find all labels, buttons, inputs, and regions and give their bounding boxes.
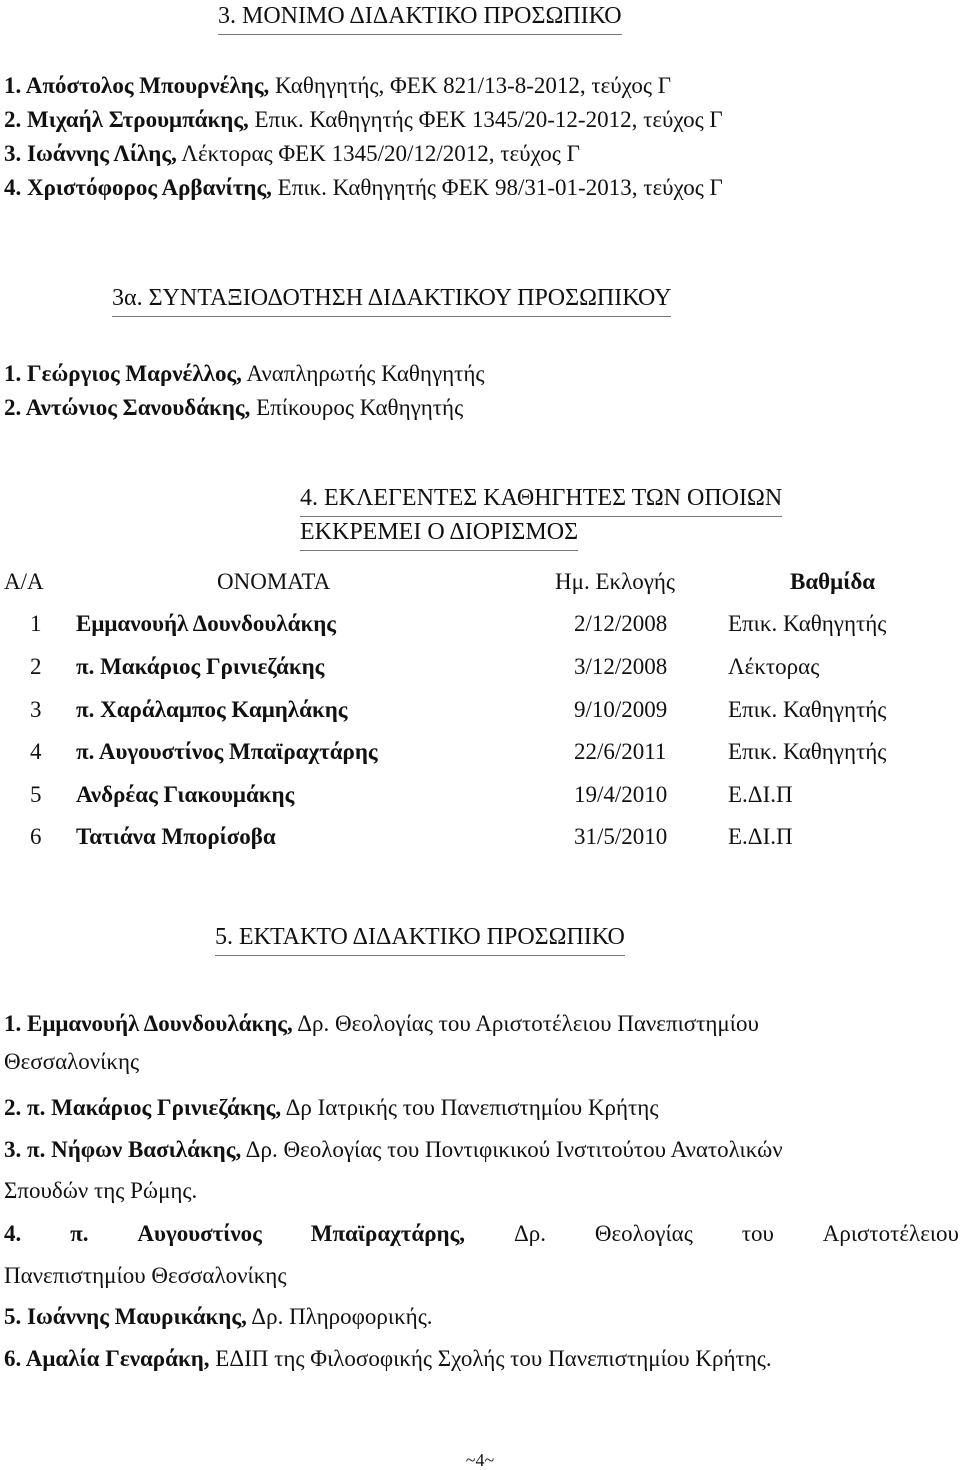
row-number: 5 — [30, 782, 42, 807]
row-date: 22/6/2011 — [574, 739, 667, 764]
person-details: Δρ. Πληροφορικής. — [246, 1304, 433, 1329]
person-details: Λέκτορας ΦΕΚ 1345/20/12/2012, τεύχος Γ — [176, 141, 580, 166]
row-rank: Επικ. Καθηγητής — [728, 611, 887, 636]
row-rank: Λέκτορας — [728, 654, 820, 679]
section-5-item-1 — [4, 1012, 759, 1035]
section-3a-item-2 — [4, 396, 463, 419]
person-details: Δρ. Θεολογίας του Ποντιφικικού Ινστιτούτου Ανατολικών — [241, 1137, 783, 1162]
person-details: Επίκουρος Καθηγητής — [250, 395, 464, 420]
section-5-title: 5. ΕΚΤΑΚΤΟ ΔΙΔΑΚΤΙΚΟ ΠΡΟΣΩΠΙΚΟ — [215, 925, 625, 956]
person-details: Αναπληρωτής Καθηγητής — [241, 361, 485, 386]
item-4-word: Αυγουστίνος — [137, 1221, 262, 1246]
item-4-word: π. — [70, 1221, 89, 1246]
person-name: 5. Ιωάννης Μαυρικάκης, — [4, 1304, 247, 1329]
section-5-item-3-continued: Σπουδών της Ρώμης. — [4, 1178, 198, 1203]
table-row — [0, 612, 960, 640]
row-name: π. Χαράλαμπος Καμηλάκης — [76, 697, 348, 722]
person-name: 2. Μιχαήλ Στρουμπάκης, — [4, 107, 249, 132]
table-row — [0, 698, 960, 726]
row-rank: Επικ. Καθηγητής — [728, 697, 887, 722]
row-name: π. Αυγουστίνος Μπαϊραχτάρης — [76, 739, 378, 764]
section-5-item-4 — [4, 1222, 959, 1245]
row-rank: Επικ. Καθηγητής — [728, 739, 887, 764]
column-header-rank: Βαθμίδα — [790, 569, 876, 594]
person-name: 2. Αντώνιος Σανουδάκης, — [4, 395, 251, 420]
person-name: 6. Αμαλία Γεναράκη, — [4, 1346, 210, 1371]
person-details: Δρ. Θεολογίας του Αριστοτέλειου Πανεπιστημίου — [292, 1011, 759, 1036]
row-name: Εμμανουήλ Δουνδουλάκης — [76, 611, 336, 636]
row-date: 19/4/2010 — [574, 782, 668, 807]
row-name: Τατιάνα Μπορίσοβα — [76, 824, 276, 849]
section-4-title-line-1: 4. ΕΚΛΕΓΕΝΤΕΣ ΚΑΘΗΓΗΤΕΣ ΤΩΝ ΟΠΟΙΩΝ — [300, 486, 782, 517]
table-row — [0, 783, 960, 811]
row-number: 2 — [30, 654, 42, 679]
row-date: 2/12/2008 — [574, 611, 668, 636]
row-date: 31/5/2010 — [574, 824, 668, 849]
section-5-item-2 — [4, 1096, 658, 1119]
item-4-word: Αριστοτέλειου — [822, 1221, 959, 1246]
row-date: 9/10/2009 — [574, 697, 668, 722]
row-rank: Ε.ΔΙ.Π — [728, 824, 793, 849]
section-3a-item-1 — [4, 362, 485, 385]
row-number: 3 — [30, 697, 42, 722]
person-name: 3. π. Νήφων Βασιλάκης, — [4, 1137, 242, 1162]
item-4-word: Θεολογίας — [594, 1221, 693, 1246]
row-number: 6 — [30, 824, 42, 849]
column-header-election-date: Ημ. Εκλογής — [555, 569, 676, 594]
person-name: 1. Γεώργιος Μαρνέλλος, — [4, 361, 242, 386]
person-name: 1. Εμμανουήλ Δουνδουλάκης, — [4, 1011, 293, 1036]
section-3-item-4 — [4, 176, 723, 199]
section-3a-title: 3α. ΣΥΝΤΑΞΙΟΔΟΤΗΣΗ ΔΙΔΑΚΤΙΚΟΥ ΠΡΟΣΩΠΙΚΟΥ — [112, 286, 671, 317]
column-header-number: Α/Α — [4, 569, 44, 594]
column-header-names: ΟΝΟΜΑΤΑ — [217, 569, 331, 594]
person-name: 2. π. Μακάριος Γρινιεζάκης, — [4, 1095, 282, 1120]
page-number: ~4~ — [465, 1450, 495, 1470]
person-details: Επικ. Καθηγητής ΦΕΚ 98/31-01-2013, τεύχος Γ — [271, 175, 723, 200]
item-4-word: του — [741, 1221, 774, 1246]
person-details: Δρ Ιατρικής του Πανεπιστημίου Κρήτης — [281, 1095, 659, 1120]
row-rank: Ε.ΔΙ.Π — [728, 782, 793, 807]
item-4-word: Μπαϊραχτάρης, — [310, 1221, 466, 1246]
person-name: 4. Χριστόφορος Αρβανίτης, — [4, 175, 272, 200]
row-date: 3/12/2008 — [574, 654, 668, 679]
row-name: π. Μακάριος Γρινιεζάκης — [76, 654, 325, 679]
section-5-item-6 — [4, 1347, 772, 1370]
person-details: Επικ. Καθηγητής ΦΕΚ 1345/20-12-2012, τεύχος Γ — [248, 107, 723, 132]
table-row — [0, 740, 960, 768]
section-5-item-1-continued: Θεσσαλονίκης — [4, 1049, 140, 1074]
section-5-item-3 — [4, 1138, 783, 1161]
row-number: 4 — [30, 739, 42, 764]
row-name: Ανδρέας Γιακουμάκης — [76, 782, 295, 807]
person-details: Καθηγητής, ΦΕΚ 821/13-8-2012, τεύχος Γ — [269, 73, 672, 98]
person-name: 3. Ιωάννης Λίλης, — [4, 141, 177, 166]
section-3-item-1 — [4, 74, 671, 97]
section-5-item-5 — [4, 1305, 433, 1328]
section-3-item-2 — [4, 108, 723, 131]
section-5-item-4-continued: Πανεπιστημίου Θεσσαλονίκης — [4, 1263, 287, 1288]
section-4-title-line-2: ΕΚΚΡΕΜΕΙ Ο ΔΙΟΡΙΣΜΟΣ — [300, 520, 578, 551]
section-3-title: 3. ΜΟΝΙΜΟ ΔΙΔΑΚΤΙΚΟ ΠΡΟΣΩΠΙΚΟ — [218, 4, 622, 35]
section-3-item-3 — [4, 142, 580, 165]
item-4-word: Δρ. — [513, 1221, 546, 1246]
row-number: 1 — [30, 611, 42, 636]
table-row — [0, 655, 960, 683]
person-name: 1. Απόστολος Μπουρνέλης, — [4, 73, 270, 98]
person-details: ΕΔΙΠ της Φιλοσοφικής Σχολής του Πανεπιστημίου Κρήτης. — [209, 1346, 772, 1371]
table-row — [0, 825, 960, 853]
item-4-word: 4. — [4, 1221, 22, 1246]
